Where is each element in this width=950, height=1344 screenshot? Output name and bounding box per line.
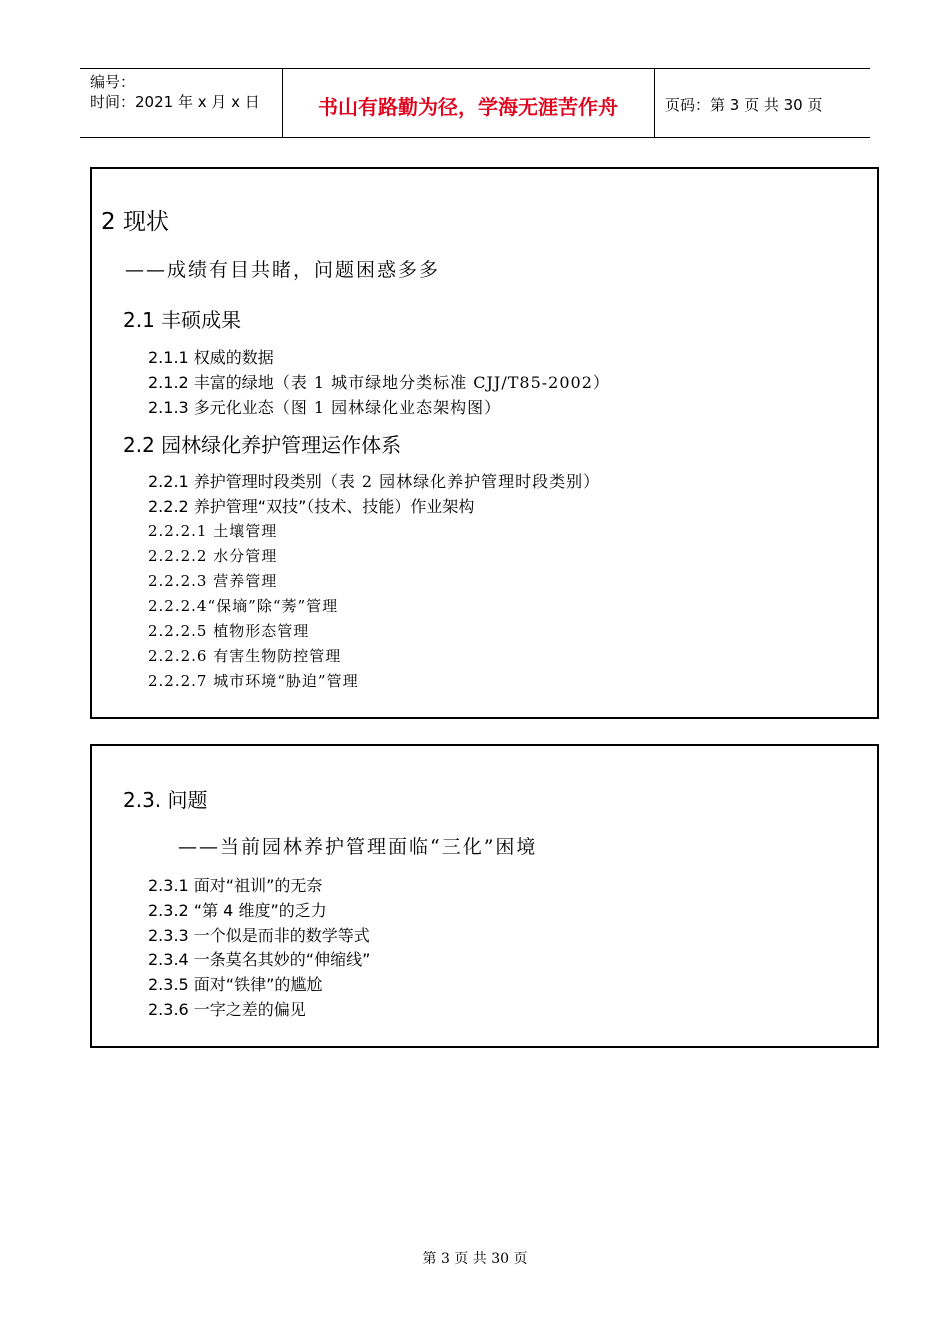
subsection-2-1-title: 2.1 丰硕成果 [123,308,242,332]
doc-number-label: 编号： [90,73,136,91]
list-item [148,350,274,366]
list-item: 2.3.3 一个似是而非的数学等式 [148,926,370,945]
header-page-cell [655,69,870,137]
list-item [148,375,610,391]
page-header [80,68,870,138]
list-item: 2.2.2.6 有害生物防控管理 [148,647,342,665]
header-page-info: 页码：第 3 页 共 30 页 [665,96,823,114]
list-item: 2.3.1 面对“祖训”的无奈 [148,876,323,895]
item-note: （表 1 城市绿地分类标准 CJJ/T85-2002） [273,373,610,392]
list-item: 2.3.5 面对“铁律”的尴尬 [148,975,323,994]
subsection-2-3-title: 2.3. 问题 [123,788,208,812]
list-item: 2.2.2.2 水分管理 [148,547,278,565]
list-item: 2.2.2.4“保墒”除“莠”管理 [148,597,339,615]
header-meta-cell [80,69,283,137]
subsection-2-2-title: 2.2 园林绿化养护管理运作体系 [123,433,402,457]
section-2-3-box [90,744,879,1048]
subsection-2-3-subtitle: ——当前园林养护管理面临“三化”困境 [178,836,538,858]
doc-date: 时间：2021 年 x 月 x 日 [90,93,260,111]
item-note: （表 2 园林绿化养护管理时段类别） [321,472,601,491]
list-item [148,474,600,490]
list-item: 2.2.2.1 土壤管理 [148,522,278,540]
item-text: 2.2.1 养护管理时段类别 [148,472,322,491]
page-footer: 第 3 页 共 30 页 [422,1251,528,1267]
list-item: 2.2.2.5 植物形态管理 [148,622,310,640]
list-item [148,400,501,416]
list-item: 2.3.4 一条莫名其妙的“伸缩线” [148,950,371,969]
header-motto-cell [282,69,655,137]
item-text: 2.1.3 多元化业态 [148,398,274,417]
list-item: 2.3.6 一字之差的偏见 [148,1000,306,1019]
list-item: 2.3.2 “第 4 维度”的乏力 [148,901,327,920]
item-text: 2.1.1 权威的数据 [148,348,274,367]
header-motto: 书山有路勤为径，学海无涯苦作舟 [318,95,618,119]
section-subtitle: ——成绩有目共睹，问题困惑多多 [125,259,441,281]
section-title: 2 现状 [101,209,169,235]
list-item: 2.2.2.3 营养管理 [148,572,278,590]
section-2-box [90,167,879,719]
item-note: （图 1 园林绿化业态架构图） [273,398,502,417]
item-text: 2.1.2 丰富的绿地 [148,373,274,392]
list-item: 2.2.2 养护管理“双技”（技术、技能）作业架构 [148,497,475,516]
list-item: 2.2.2.7 城市环境“胁迫”管理 [148,672,359,690]
